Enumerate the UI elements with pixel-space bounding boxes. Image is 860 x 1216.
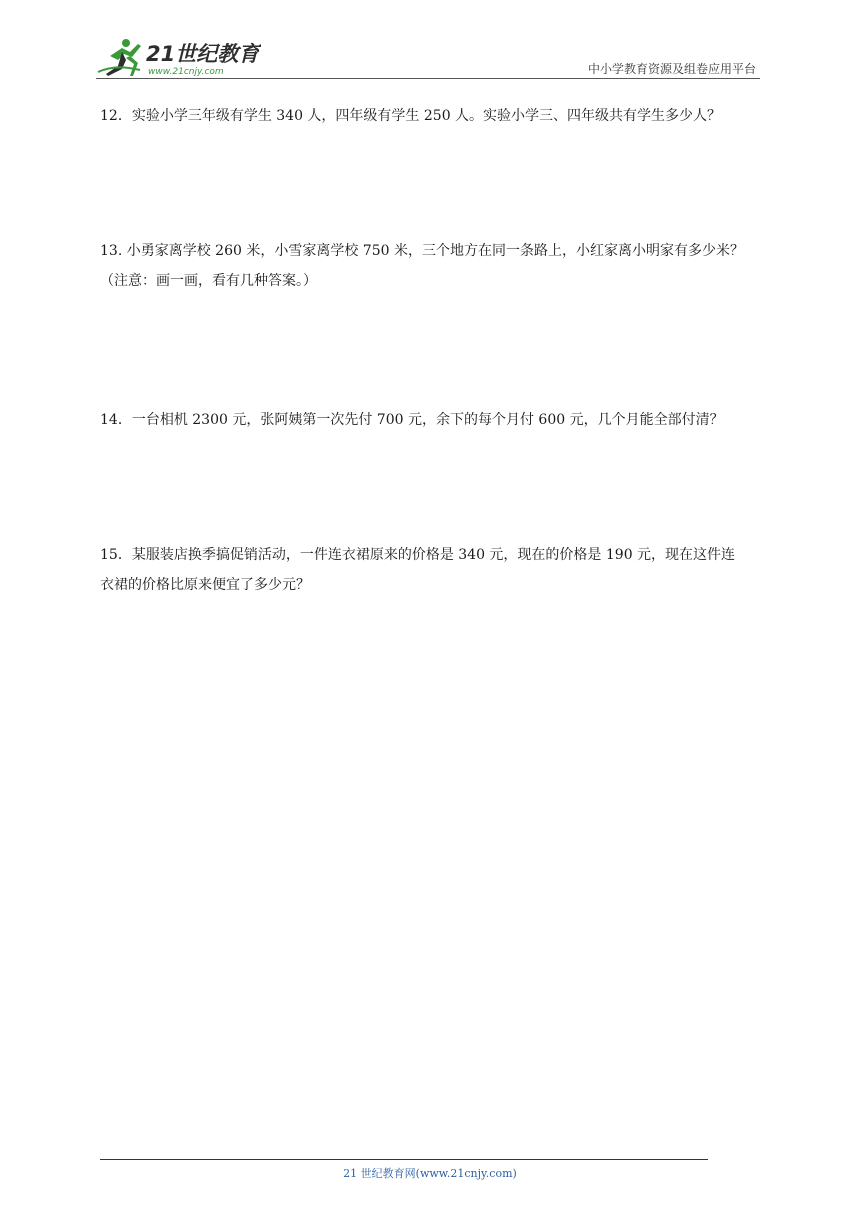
question-12 (100, 101, 764, 131)
question-line: 14．一台相机 2300 元，张阿姨第一次先付 700 元，余下的每个月付 600 元，几个月能全部付清？ (100, 412, 724, 428)
question-note: （注意：画一画，看有几种答案。） (100, 273, 317, 289)
footer-divider (100, 1159, 708, 1160)
page-header (96, 30, 760, 80)
question-line: 13. 小勇家离学校 260 米，小雪家离学校 750 米，三个地方在同一条路上，小红家离小明家有多少米？ (100, 243, 744, 259)
question-line: 衣裙的价格比原来便宜了多少元？ (100, 577, 310, 593)
question-line: 12．实验小学三年级有学生 340 人，四年级有学生 250 人。实验小学三、四年级共有学生多少人？ (100, 108, 722, 124)
header-divider (96, 78, 760, 79)
logo-21cnjy (96, 34, 261, 78)
logo-text: 21世纪教育 (146, 42, 260, 66)
question-13 (100, 236, 764, 296)
question-line: 15．某服装店换季搞促销活动，一件连衣裙原来的价格是 340 元，现在的价格是 190 元，现在这件连 (100, 547, 736, 563)
logo-url: www.21cnjy.com (148, 67, 224, 77)
question-15 (100, 540, 764, 600)
runner-icon (98, 39, 141, 76)
platform-title: 中小学教育资源及组卷应用平台 (587, 62, 756, 76)
footer-source[interactable]: 21 世纪教育网(www.21cnjy.com) (343, 1167, 517, 1180)
question-14 (100, 405, 764, 435)
